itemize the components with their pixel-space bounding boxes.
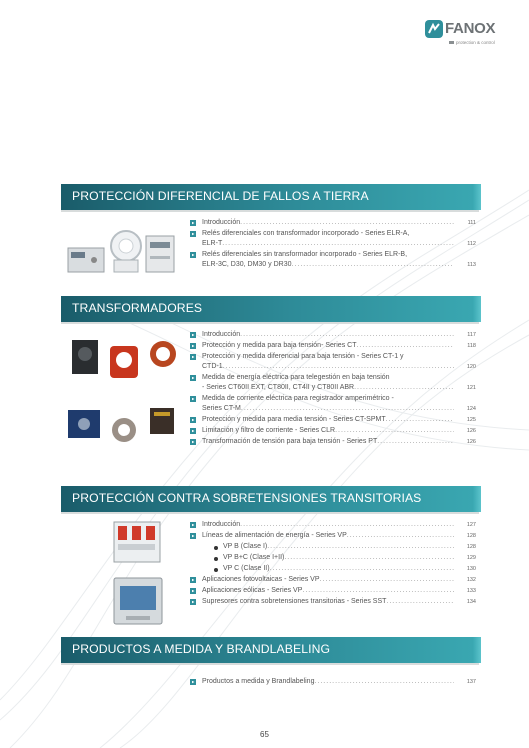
toc-section-sobretensiones — [190, 520, 476, 607]
page-ref: 113 — [467, 262, 476, 268]
page-ref: 128 — [466, 544, 476, 550]
surge-protector-products-image — [108, 520, 168, 630]
page-ref: 132 — [466, 577, 476, 583]
section-header-sobretensiones — [61, 486, 479, 514]
bullet-icon — [190, 252, 196, 258]
bullet-icon — [190, 332, 196, 338]
toc-entry[interactable]: Productos a medida y Brandlabeling ..... 137 — [190, 677, 476, 687]
relay-products-image — [66, 226, 184, 276]
toc-subentry[interactable]: VP C (Clase II) ..... 130 — [190, 564, 476, 574]
page-ref: 128 — [466, 533, 476, 539]
dot-bullet-icon — [214, 557, 218, 561]
bullet-icon — [190, 533, 196, 539]
toc-entry[interactable]: Protección y medida diferencial para baja tensión - Series CT-1 y CTD-1 ..... 120 — [190, 352, 476, 372]
toc-entry[interactable]: Medida de corriente eléctrica para registrador amperimétrico - Series CT-M ..... 124 — [190, 394, 476, 414]
bullet-icon — [190, 679, 196, 685]
bullet-icon — [190, 439, 196, 445]
transformer-products-image — [66, 332, 184, 444]
bullet-icon — [190, 375, 196, 381]
page-ref: 127 — [466, 522, 476, 528]
page-ref: 129 — [466, 555, 476, 561]
section-header-transformadores — [61, 296, 479, 324]
page-ref: 124 — [466, 406, 476, 412]
dot-bullet-icon — [214, 568, 218, 572]
toc-entry[interactable]: Protección y medida para media tensión - Series CT-SPMT ..... 125 — [190, 415, 476, 425]
page-ref: 130 — [466, 566, 476, 572]
section-header-diferencial — [61, 184, 479, 212]
page-ref: 126 — [466, 428, 476, 434]
toc-entry[interactable]: Transformación de tensión para baja tensión - Series PT ..... 126 — [190, 437, 476, 447]
section-title: PRODUCTOS A MEDIDA Y BRANDLABELING — [72, 642, 331, 656]
page-ref: 112 — [467, 241, 476, 247]
page-ref: 118 — [467, 343, 476, 349]
fanox-logo-icon — [425, 20, 443, 38]
page-ref: 111 — [467, 220, 476, 226]
section-header-brandlabeling — [61, 637, 479, 665]
logo-name: FANOX — [445, 20, 496, 37]
toc-entry[interactable]: Relés diferenciales sin transformador incorporado - Series ELR-B, ELR-3C, D30, DM30 y DR30 ..... 113 — [190, 250, 476, 270]
toc-entry[interactable]: Líneas de alimentación de energía - Series VP ..... 128 — [190, 531, 476, 541]
fanox-logo — [425, 20, 510, 50]
toc-entry[interactable]: Supresores contra sobretensiones transitorias - Series SST ..... 134 — [190, 597, 476, 607]
section-title: TRANSFORMADORES — [72, 301, 203, 315]
toc-subentry[interactable]: VP B (Clase I) ..... 128 — [190, 542, 476, 552]
toc-entry[interactable]: Protección y medida para baja tensión- Series CT ..... 118 — [190, 341, 476, 351]
toc-entry[interactable]: Introducción ..... 117 — [190, 330, 476, 340]
toc-subentry[interactable]: VP B+C (Clase I+II) ..... 129 — [190, 553, 476, 563]
bullet-icon — [190, 417, 196, 423]
toc-entry[interactable]: Introducción ..... 127 — [190, 520, 476, 530]
bullet-icon — [190, 396, 196, 402]
bullet-icon — [190, 588, 196, 594]
bullet-icon — [190, 577, 196, 583]
toc-entry[interactable]: Introducción ..... 111 — [190, 218, 476, 228]
page-ref: 120 — [466, 364, 476, 370]
bullet-icon — [190, 599, 196, 605]
bullet-icon — [190, 522, 196, 528]
page-ref: 134 — [466, 599, 476, 605]
toc-entry[interactable]: Aplicaciones fotovoltaicas - Series VP ..... 132 — [190, 575, 476, 585]
logo-tagline: protection & control — [449, 40, 495, 45]
dot-bullet-icon — [214, 546, 218, 550]
section-title: PROTECCIÓN CONTRA SOBRETENSIONES TRANSITORIAS — [72, 491, 422, 505]
toc-entry[interactable]: Medida de energía eléctrica para telegestión en baja tensión - Series CT60II EXT, CT80II, CT4II y CT80II ABR ..... 121 — [190, 373, 476, 393]
page-ref: 126 — [466, 439, 476, 445]
page-ref: 121 — [466, 385, 476, 391]
toc-entry[interactable]: Aplicaciones eólicas - Series VP ..... 133 — [190, 586, 476, 596]
page-number: 65 — [260, 730, 269, 739]
toc-entry[interactable]: Limitación y filtro de corriente - Series CLR ..... 126 — [190, 426, 476, 436]
page-ref: 133 — [466, 588, 476, 594]
page-ref: 117 — [467, 332, 476, 338]
toc-section-transformadores — [190, 330, 476, 447]
bullet-icon — [190, 343, 196, 349]
bullet-icon — [190, 354, 196, 360]
bullet-icon — [190, 231, 196, 237]
toc-section-diferencial — [190, 218, 476, 270]
page-ref: 137 — [466, 679, 476, 685]
bullet-icon — [190, 220, 196, 226]
toc-section-brandlabeling — [190, 677, 476, 687]
page-ref: 125 — [466, 417, 476, 423]
bullet-icon — [190, 428, 196, 434]
section-title: PROTECCIÓN DIFERENCIAL DE FALLOS A TIERRA — [72, 189, 369, 203]
toc-entry[interactable]: Relés diferenciales con transformador incorporado - Series ELR-A, ELR-T ..... 112 — [190, 229, 476, 249]
